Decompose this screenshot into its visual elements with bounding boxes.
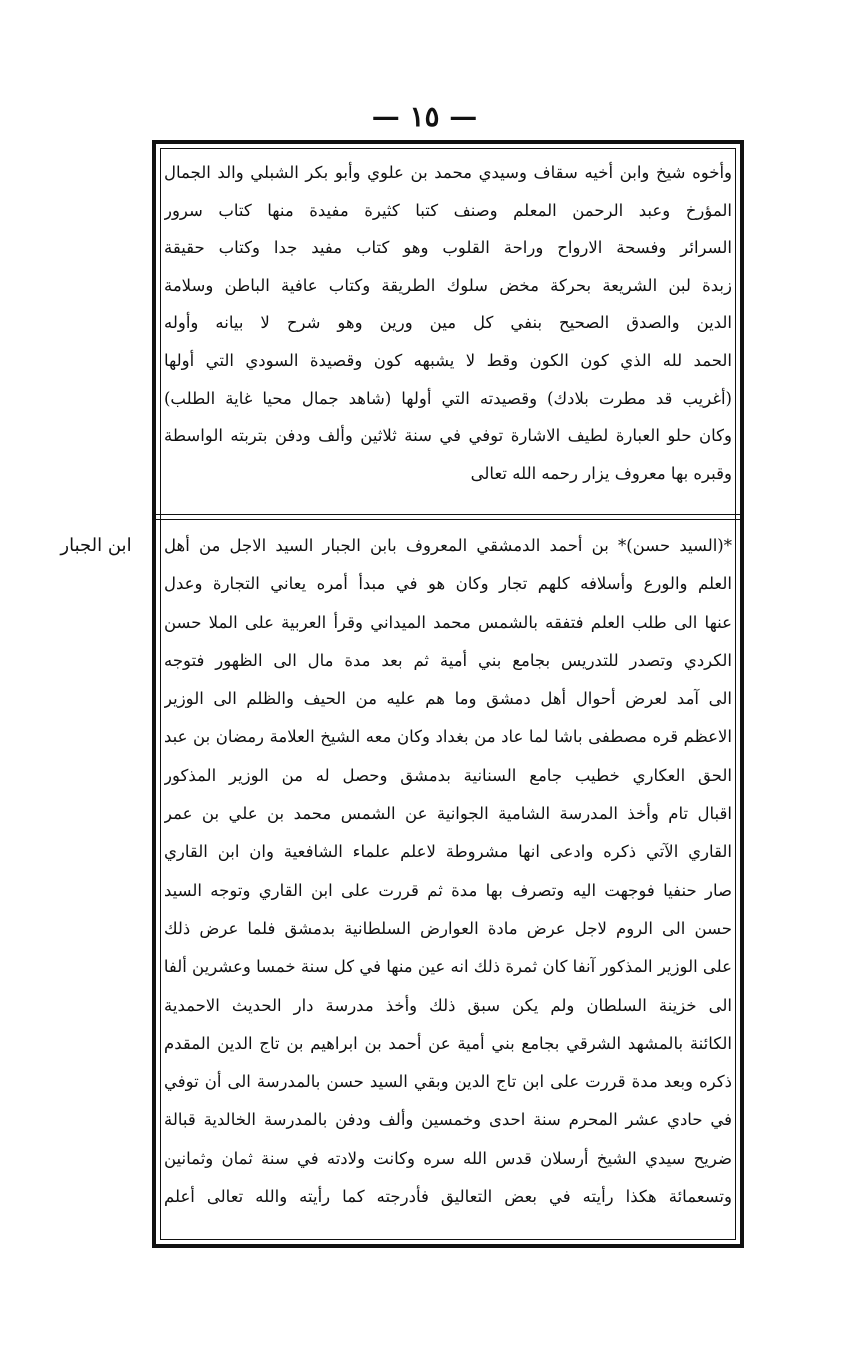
- text-line: حسن الى الروم لاجل عرض مادة العوارض السلطانية بدمشق فلما عرض ذلك: [164, 918, 732, 938]
- text-line: اقبال تام وأخذ المدرسة الشامية الجوانية عن الشمس محمد بن علي بن عمر: [164, 804, 732, 824]
- text-line: في حادي عشر المحرم سنة احدى وخمسين وألف ودفن بالمدرسة الخالدية قبالة: [164, 1110, 732, 1130]
- text-line: ضريح سيدي الشيخ أرسلان قدس الله سره وكانت ولادته في سنة ثمان وثمانين: [164, 1148, 732, 1168]
- text-line: الحق العكاري خطيب جامع السنانية بدمشق وحصل له من الوزير المذكور: [164, 765, 732, 785]
- text-line: الاعظم قره مصطفى باشا لما عاد من بغداد وكان معه الشيخ العلامة رمضان بن عبد: [164, 727, 732, 747]
- text-line: الدين والصدق الصحيح بنفي كل مين ورين وهو شرح لا بيانه وأوله: [164, 313, 732, 333]
- text-line: الكائنة بالمشهد الشرقي بجامع بني أمية عن أحمد بن ابراهيم بن تاج الدين المقدم: [164, 1033, 732, 1053]
- entry-heading-line: *(السيد حسن)* بن أحمد الدمشقي المعروف بابن الجبار السيد الاجل من أهل: [164, 536, 732, 555]
- text-line: المؤرخ وعبد الرحمن المعلم وصنف كتبا كثيرة مفيدة منها كتاب سرور: [164, 200, 732, 220]
- page-number: — ١٥ —: [371, 100, 478, 133]
- text-line: وقبره بها معروف يزار رحمه الله تعالى: [470, 463, 732, 483]
- margin-note: ابن الجبار: [60, 535, 132, 556]
- text-line: صار حنفيا فوجهت اليه وتصرف بها مدة ثم قررت على ابن القاري وتوجه السيد: [164, 880, 732, 900]
- text-line: القاري الآتي ذكره وادعى انها مشروطة لاعلم علماء الشافعية وان ابن القاري: [164, 842, 732, 862]
- text-line: وكان حلو العبارة لطيف الاشارة توفي في سنة ثلاثين وألف ودفن بتربته الواسطة: [164, 426, 732, 446]
- text-line: زبدة لبن الشريعة بحركة مخض سلوك الطريقة وكتاب عافية الباطن وسلامة: [164, 275, 732, 295]
- text-line: الى آمد لعرض أحوال أهل دمشق وما هم عليه من الحيف والظلم الى الوزير: [164, 689, 732, 709]
- lower-section: [164, 527, 732, 1216]
- text-line: وأخوه شيخ وابن أخيه سقاف وسيدي محمد بن علوي وأبو بكر الشبلي والد الجمال: [164, 163, 732, 182]
- text-line: على الوزير المذكور آنفا كان ثمرة ذلك انه عين منها في كل سنة خمسا وعشرين ألفا: [164, 957, 732, 977]
- text-line: ذكره وبعد مدة قررت على ابن تاج الدين وبقي السيد حسن بالمدرسة الى أن توفي: [164, 1072, 732, 1092]
- text-line: الحمد لله الذي كون الكون وقط لا يشبهه كون وقصيدة السودي التي أولها: [164, 350, 732, 370]
- section-divider: [152, 514, 744, 520]
- text-line: (أغريب قد مطرت بلادك) وقصيدته التي أولها (شاهد جمال محيا غاية الطلب): [164, 388, 732, 408]
- text-line: السرائر وفسحة الارواح وراحة القلوب وهو كتاب مفيد جدا وكتاب حقيقة: [164, 238, 732, 258]
- text-line: وتسعمائة هكذا رأيته في بعض التعاليق فأدرجته كما رأيته والله تعالى أعلم: [164, 1187, 732, 1207]
- upper-section: [164, 154, 732, 492]
- text-line: الى خزينة السلطان ولم يكن سبق ذلك وأخذ مدرسة دار الحديث الاحمدية: [164, 995, 732, 1015]
- text-line: الكردي وتصدر للتدريس بجامع بني أمية ثم بعد مدة مال الى الظهور فتوجه: [164, 650, 732, 670]
- text-line: العلم والورع وأسلافه كلهم تجار وكان هو في مبدأ أمره يعاني التجارة وعدل: [164, 574, 732, 594]
- text-line: عنها الى طلب العلم فتفقه بالشمس محمد الميداني وقرأ العربية على الملا حسن: [164, 612, 732, 632]
